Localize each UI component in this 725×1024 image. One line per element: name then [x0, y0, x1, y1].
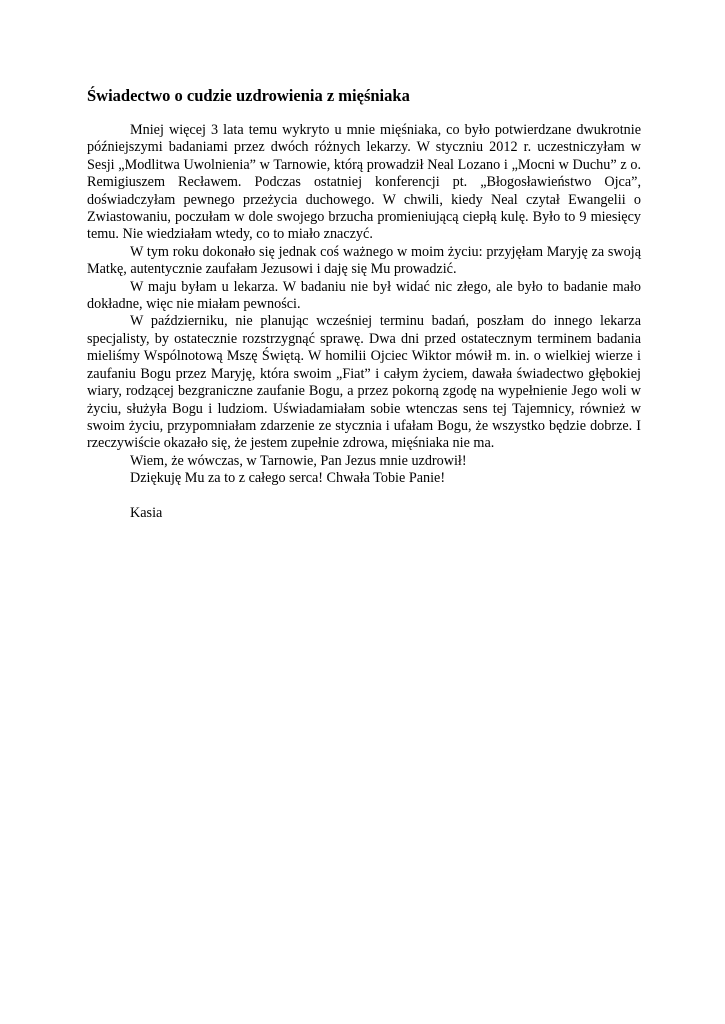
- closing-line-healed: Wiem, że wówczas, w Tarnowie, Pan Jezus mnie uzdrowił!: [130, 452, 467, 469]
- paragraph-october-exam: W październiku, nie planując wcześniej terminu badań, poszłam do innego lekarza specjalisty, by ostatecznie rozstrzygnąć sprawę. Dwa dni przed ostatecznym terminem badania mieliśmy Wspólnotową Mszę Świętą. W homilii Ojciec Wiktor mówił m. in. o wielkiej wierze i zaufaniu Bogu przez Maryję, która swoim „Fiat” i całym życiem, dawała świadectwo głębokiej wiary, rodzącej bezgraniczne zaufanie Bogu, a przez pokorną zgodę na wypełnienie Jego woli w życiu, służyła Bogu i ludziom. Uświadamiałam sobie wtenczas sens tej Tajemnicy, również w swoim życiu, przypomniałam zdarzenie ze stycznia i ufałam Bogu, że wszystko będzie dobrze. I rzeczywiście okazało się, że jestem zupełnie zdrowa, mięśniaka nie ma.: [87, 313, 641, 452]
- document-body: [87, 122, 641, 522]
- paragraph-faith: W tym roku dokonało się jednak coś ważnego w moim życiu: przyjęłam Maryję za swoją Matkę, autentycznie zaufałam Jezusowi i daję się Mu prowadzić.: [87, 243, 641, 278]
- paragraph-diagnosis: Mniej więcej 3 lata temu wykryto u mnie mięśniaka, co było potwierdzane dwukrotnie późniejszymi badaniami przez dwóch różnych lekarzy. W styczniu 2012 r. uczestniczyłam w Sesji „Modlitwa Uwolnienia” w Tarnowie, którą prowadził Neal Lozano i „Mocni w Duchu” z o. Remigiuszem Recławem. Podczas ostatniej konferencji pt. „Błogosławieństwo Ojca”, doświadczyłam pewnego przeżycia duchowego. W chwili, kiedy Neal czytał Ewangelii o Zwiastowaniu, poczułam w dole swojego brzucha promieniującą ciepłą kulę. Było to 9 miesięcy temu. Nie wiedziałam wtedy, co to miało znaczyć.: [87, 122, 641, 243]
- closing-line-thanks: Dziękuję Mu za to z całego serca! Chwała Tobie Panie!: [130, 470, 446, 487]
- paragraph-may-exam: W maju byłam u lekarza. W badaniu nie był widać nic złego, ale było to badanie mało dokładne, więc nie miałam pewności.: [87, 278, 641, 313]
- document-title: Świadectwo o cudzie uzdrowienia z mięśniaka: [87, 86, 410, 105]
- signature: Kasia: [130, 504, 163, 521]
